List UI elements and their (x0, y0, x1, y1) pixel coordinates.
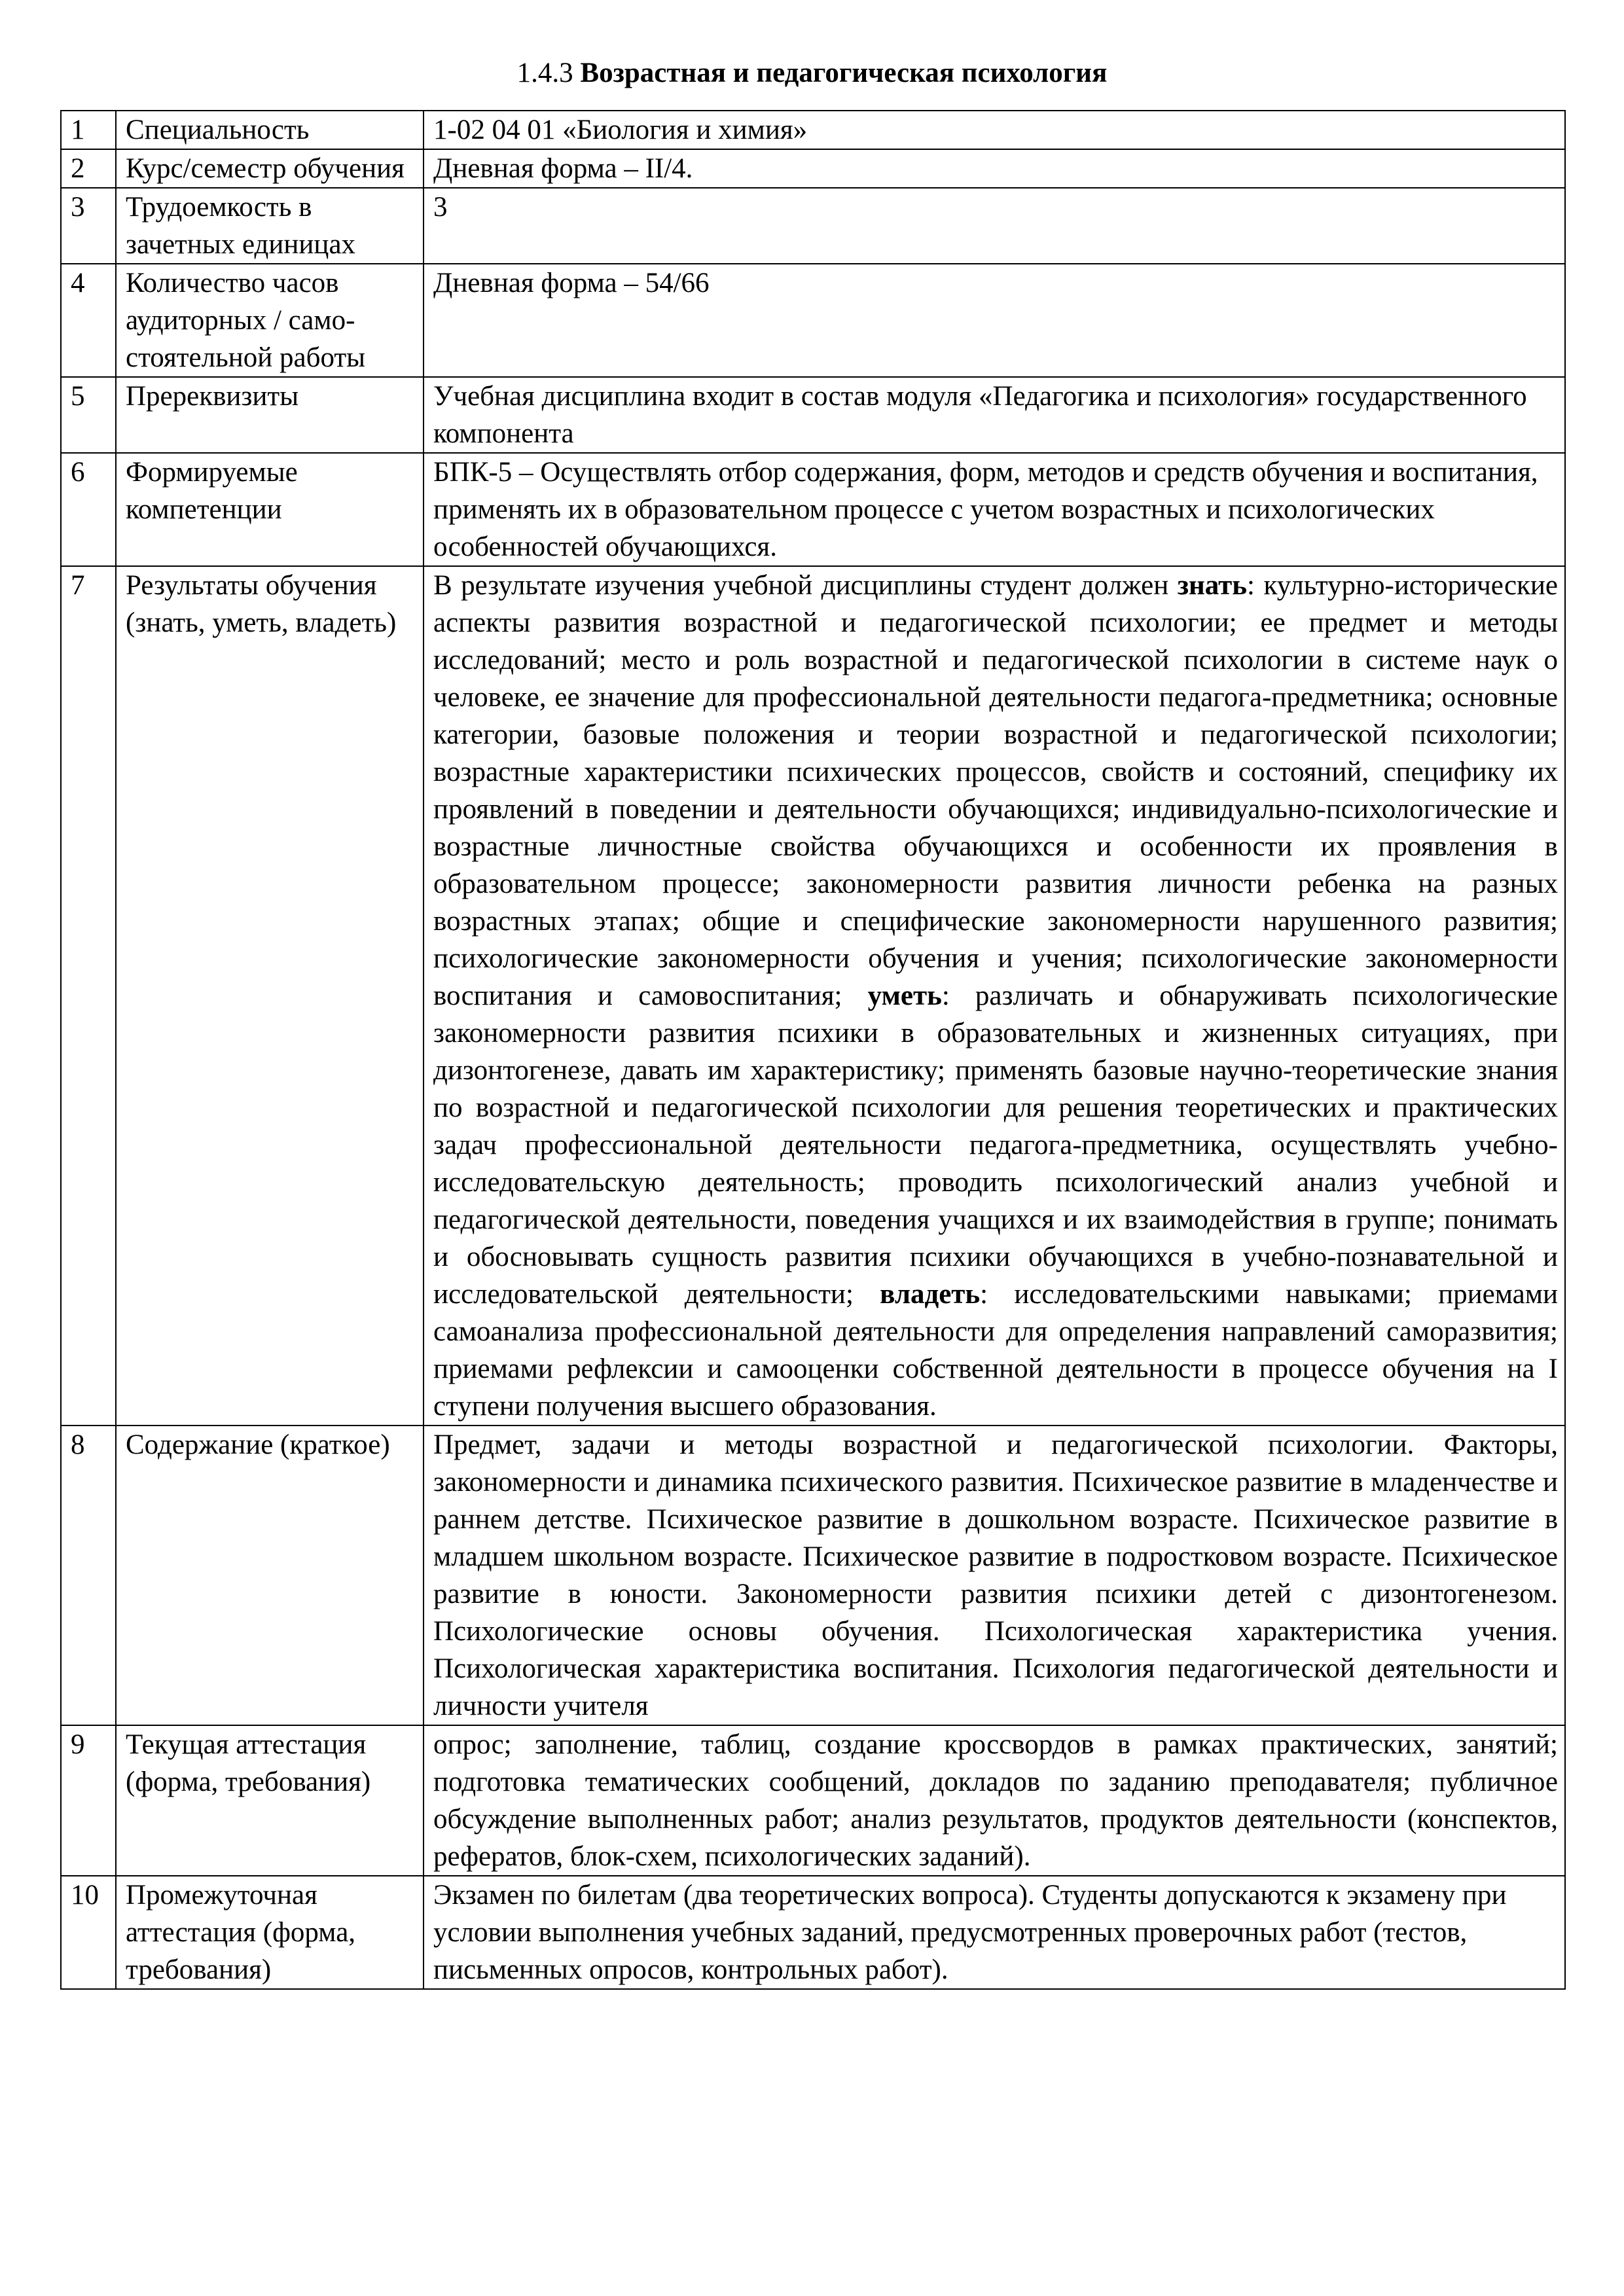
discipline-info-table (60, 110, 1566, 1990)
row-label: Содержание (краткое) (116, 1426, 424, 1725)
table-row (61, 1876, 1565, 1989)
table-row (61, 566, 1565, 1426)
table-row (61, 1426, 1565, 1725)
learning-outcomes-text (424, 566, 1565, 1426)
table-row (61, 111, 1565, 149)
row-number: 5 (61, 377, 116, 453)
outcomes-own-text: : исследовательскими навыками; приемами самоанализа профессиональной деятельности для определения направлений саморазвития; приемами рефлексии и самооценки собственной деятельности в процессе обучения на I ступени получения высшего образования. (433, 1279, 1558, 1422)
outcomes-know-keyword: знать (1177, 570, 1248, 601)
outcomes-intro: В результате изучения учебной дисциплины студент должен (433, 570, 1178, 601)
outcomes-can-keyword: уметь (867, 980, 942, 1011)
row-value: Дневная форма – II/4. (424, 149, 1565, 188)
table-row (61, 149, 1565, 188)
row-label: Результаты обучения (знать, уметь, владеть) (116, 566, 424, 1426)
table-row (61, 377, 1565, 453)
discipline-name: Возрастная и педагогическая психология (580, 58, 1108, 88)
row-number: 10 (61, 1876, 116, 1989)
row-number: 4 (61, 264, 116, 377)
row-value: БПК-5 – Осуществлять отбор содержания, форм, методов и средств обучения и воспитания, применять их в образовательном процессе с учетом возрастных и психологических особенностей обучающихся. (424, 453, 1565, 566)
outcomes-can-text: : различать и обнаруживать психологические закономерности развития психики в образовательных и жизненных ситуациях, при дизонтогенезе, давать им характеристику; применять базовые научно-теоретические знания по возрастной и педагогической психологии для решения теоретических и практических задач профессиональной деятельности педагога-предметника, осуществлять учебно-исследовательскую деятельность; проводить психологический анализ учебной и педагогической деятельности, поведения учащихся и их взаимодействия в группе; понимать и обосновывать сущность развития психики обучающихся в учебно-познавательной и исследовательской деятельности; (433, 980, 1558, 1310)
row-value: Дневная форма – 54/66 (424, 264, 1565, 377)
row-label: Формируемые компетенции (116, 453, 424, 566)
table-row (61, 188, 1565, 264)
row-number: 2 (61, 149, 116, 188)
row-value: 3 (424, 188, 1565, 264)
row-value: опрос; заполнение, таблиц, создание кроссвордов в рамках практических, занятий; подготовка тематических сообщений, докладов по заданию преподавателя; публичное обсуждение выполненных работ; анализ результатов, продуктов деятельности (конспектов, рефератов, блок-схем, психологических заданий). (424, 1725, 1565, 1876)
row-number: 9 (61, 1725, 116, 1876)
outcomes-know-text: : культурно-исторические аспекты развития возрастной и педагогической психологии; ее предмет и методы исследований; место и роль возрастной и педагогической психологии в системе наук о человеке, ее значение для профессиональной деятельности педагога-предметника; основные категории, базовые положения и теории возрастной и педагогической психологии; возрастные характеристики психических процессов, свойств и состояний, специфику их проявлений в поведении и деятельности обучающихся; индивидуально-психологические и возрастные личностные свойства обучающихся и особенности их проявления в образовательном процессе; закономерности развития личности ребенка на разных возрастных этапах; общие и специфические закономерности нарушенного развития; психологические закономерности обучения и учения; психологические закономерности воспитания и самовоспитания; (433, 570, 1559, 1011)
row-number: 3 (61, 188, 116, 264)
row-value: Предмет, задачи и методы возрастной и педагогической психологии. Факторы, закономерности и динамика психического развития. Психическое развитие в младенчестве и раннем детстве. Психическое развитие в дошкольном возрасте. Психическое развитие в младшем школьном возрасте. Психическое развитие в подростковом возрасте. Психическое развитие в юности. Закономерности развития психики детей с дизонтогенезом. Психологические основы обучения. Психологическая характеристика учения. Психологическая характеристика воспитания. Психология педагогической деятельности и личности учителя (424, 1426, 1565, 1725)
row-value: Экзамен по билетам (два теоретических вопроса). Студенты допускаются к экзамену при условии выполнения учебных заданий, предусмотренных проверочных работ (тестов, письменных опросов, контрольных работ). (424, 1876, 1565, 1989)
table-row (61, 264, 1565, 377)
page-title (0, 55, 1624, 92)
row-label: Специальность (116, 111, 424, 149)
row-label: Курс/семестр обучения (116, 149, 424, 188)
section-number: 1.4.3 (516, 58, 573, 88)
row-number: 7 (61, 566, 116, 1426)
row-label: Количество часов аудиторных / само-стоятельной работы (116, 264, 424, 377)
row-label: Промежуточная аттестация (форма, требования) (116, 1876, 424, 1989)
row-label: Трудоемкость в зачетных единицах (116, 188, 424, 264)
row-number: 1 (61, 111, 116, 149)
row-label: Текущая аттестация (форма, требования) (116, 1725, 424, 1876)
row-value: Учебная дисциплина входит в состав модуля «Педагогика и психология» государственного компонента (424, 377, 1565, 453)
row-number: 8 (61, 1426, 116, 1725)
row-number: 6 (61, 453, 116, 566)
table-row (61, 1725, 1565, 1876)
row-label: Пререквизиты (116, 377, 424, 453)
outcomes-own-keyword: владеть (880, 1279, 981, 1310)
row-value: 1-02 04 01 «Биология и химия» (424, 111, 1565, 149)
table-row (61, 453, 1565, 566)
